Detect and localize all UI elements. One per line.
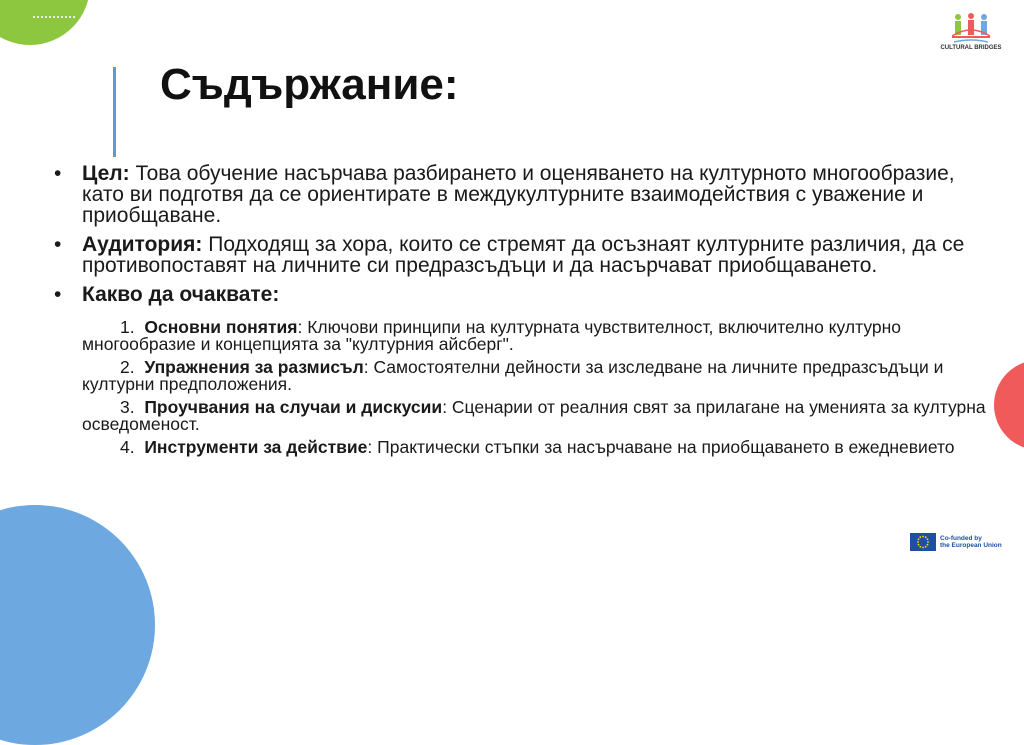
bullet-goal xyxy=(50,163,1000,226)
item-number: 2. xyxy=(120,357,135,377)
bullet-text: Подходящ за хора, които се стремят да осъзнаят културните различия, да се противопоставят на личните си предразсъдъци и да насърчават приобщаването. xyxy=(82,233,965,277)
bullet-text: Това обучение насърчава разбирането и оценяването на културното многообразие, като ви подготвя да се ориентирате в междукултурните взаимодействия с уважение и приобщаване. xyxy=(82,162,955,227)
bullet-term: Цел: xyxy=(82,162,130,185)
item-text: : Сценарии от реалния свят за прилагане на уменията за културна осведоменост. xyxy=(82,397,986,434)
item-number: 1. xyxy=(120,317,135,337)
title-accent-line xyxy=(113,67,116,157)
item-number: 3. xyxy=(120,397,135,417)
list-item xyxy=(50,439,1000,456)
bullet-expectations xyxy=(50,284,1000,305)
item-term: Проучвания на случаи и дискусии xyxy=(144,397,443,417)
eu-badge-line1: Co-funded by xyxy=(940,535,982,542)
bullet-audience xyxy=(50,234,1000,276)
item-number: 4. xyxy=(120,437,135,457)
list-item xyxy=(50,359,1000,393)
item-term: Упражнения за размисъл xyxy=(144,357,364,377)
item-term: Основни понятия xyxy=(144,317,298,337)
eu-flag-icon xyxy=(910,533,936,551)
item-term: Инструменти за действие xyxy=(144,437,368,457)
bridge-people-icon xyxy=(950,12,992,44)
logo-name: CULTURAL BRIDGES xyxy=(940,45,1002,51)
slide-content xyxy=(50,163,1000,462)
cultural-bridges-logo xyxy=(932,12,1010,51)
list-item xyxy=(50,319,1000,353)
item-text: : Практически стъпки за насърчаване на приобщаването в ежедневието xyxy=(367,437,955,457)
dotted-line-decoration xyxy=(33,16,77,18)
slide-title: Съдържание: xyxy=(160,60,459,109)
eu-badge-line2: the European Union xyxy=(940,542,1002,549)
green-circle-decoration xyxy=(0,0,90,45)
list-item xyxy=(50,399,1000,433)
item-text: : Ключови принципи на културната чувствителност, включително културно многообразие и концепцията за "културния айсберг". xyxy=(82,317,902,354)
eu-cofunded-badge xyxy=(910,533,1002,551)
bullet-term: Какво да очаквате: xyxy=(82,283,280,306)
item-text: : Самостоятелни дейности за изследване на личните предразсъдъци и културни предположения. xyxy=(82,357,944,394)
bullet-term: Аудитория: xyxy=(82,233,203,256)
blue-circle-decoration xyxy=(0,505,155,745)
